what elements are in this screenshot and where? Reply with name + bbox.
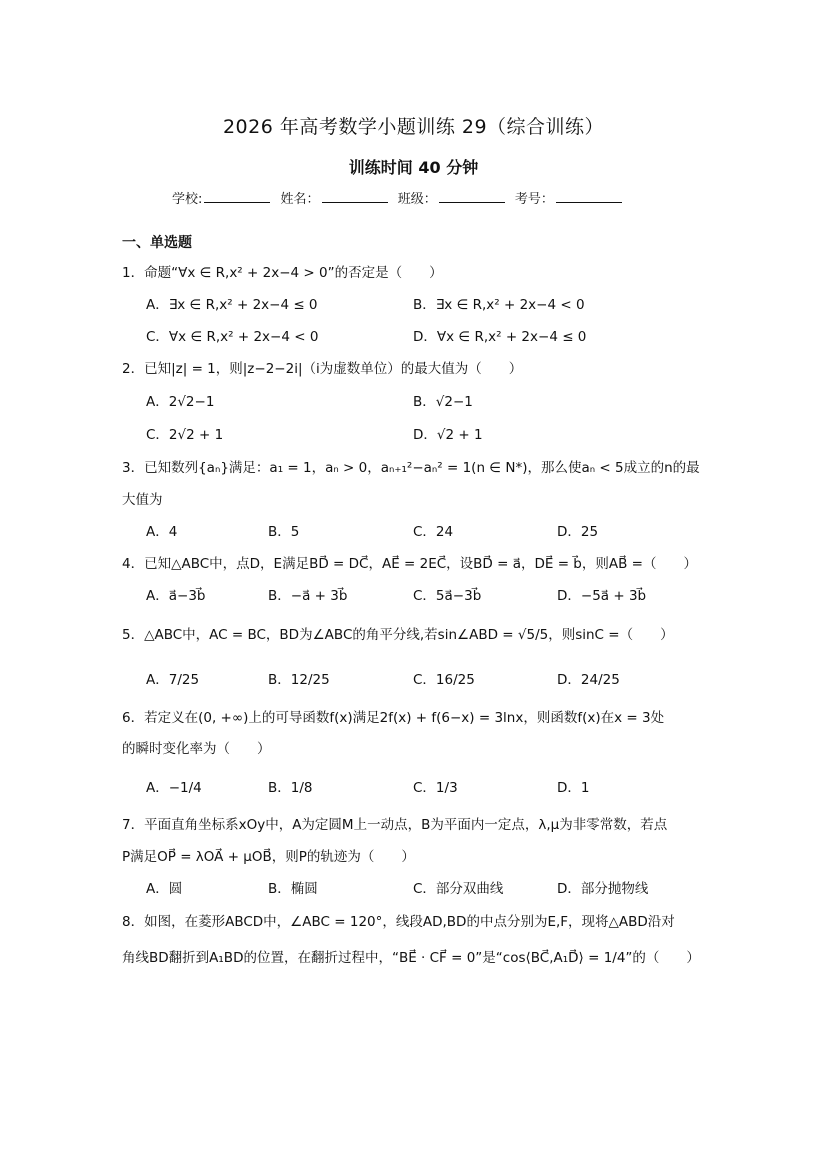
question-4-stem: 4．已知△ABC中，点D，E满足BD⃗ = DC⃗，AE⃗ = 2EC⃗，设BD⃗ = a⃗，DE⃗ = b⃗，则AB⃗ =（ ） (122, 556, 697, 572)
question-1-stem: 1．命题“∀x ∈ R,x² + 2x−4 > 0”的否定是（ ） (122, 265, 443, 281)
question-5-option-b: B．12/25 (268, 672, 330, 688)
question-6-option-d: D．1 (557, 780, 590, 796)
question-2-option-b: B．√2−1 (413, 394, 473, 410)
question-5-stem: 5．△ABC中，AC = BC，BD为∠ABC的角平分线,若sin∠ABD = √5/5，则sinC =（ ） (122, 627, 674, 643)
question-7-option-a: A．圆 (146, 881, 183, 897)
question-1-option-c: C．∀x ∈ R,x² + 2x−4 < 0 (146, 329, 319, 345)
question-3-stem: 3．已知数列{aₙ}满足：a₁ = 1，aₙ > 0，aₙ₊₁²−aₙ² = 1(n ∈ N*)，那么使aₙ < 5成立的n的最 (122, 460, 700, 476)
question-6-option-a: A．−1/4 (146, 780, 202, 796)
question-1-option-a: A．∃x ∈ R,x² + 2x−4 ≤ 0 (146, 297, 318, 313)
question-6-stem: 6．若定义在(0, +∞)上的可导函数f(x)满足2f(x) + f(6−x) = 3lnx，则函数f(x)在x = 3处 (122, 710, 665, 726)
question-5-option-d: D．24/25 (557, 672, 620, 688)
question-3-option-c: C．24 (413, 524, 454, 540)
school-field[interactable] (204, 190, 270, 203)
question-7-option-c: C．部分双曲线 (413, 881, 504, 897)
question-6-stem-continued: 的瞬时变化率为（ ） (122, 741, 271, 757)
school-label: 学校: (172, 192, 203, 207)
question-4-option-b: B．−a⃗ + 3b⃗ (268, 588, 348, 604)
class-field[interactable] (439, 190, 505, 203)
student-info-row (172, 188, 628, 207)
question-2-option-a: A．2√2−1 (146, 394, 215, 410)
question-3-option-a: A．4 (146, 524, 178, 540)
question-3-stem-continued: 大值为 (122, 492, 163, 508)
question-6-option-c: C．1/3 (413, 780, 458, 796)
document-title: 2026 年高考数学小题训练 29（综合训练） (222, 116, 605, 138)
question-7-stem-continued: P满足OP⃗ = λOA⃗ + μOB⃗，则P的轨迹为（ ） (122, 849, 415, 865)
question-6-option-b: B．1/8 (268, 780, 313, 796)
question-5-option-a: A．7/25 (146, 672, 200, 688)
question-7-option-b: B．椭圆 (268, 881, 318, 897)
question-2-option-d: D．√2 + 1 (413, 427, 483, 443)
class-label: 班级： (397, 192, 437, 207)
question-1-option-d: D．∀x ∈ R,x² + 2x−4 ≤ 0 (413, 329, 587, 345)
question-8-stem: 8．如图，在菱形ABCD中，∠ABC = 120°，线段AD,BD的中点分别为E,F，现将△ABD沿对 (122, 914, 675, 930)
exam-number-field[interactable] (556, 190, 622, 203)
name-label: 姓名： (280, 192, 320, 207)
question-2-option-c: C．2√2 + 1 (146, 427, 224, 443)
question-4-option-d: D．−5a⃗ + 3b⃗ (557, 588, 647, 604)
question-1-option-b: B．∃x ∈ R,x² + 2x−4 < 0 (413, 297, 585, 313)
question-4-option-a: A．a⃗−3b⃗ (146, 588, 206, 604)
question-4-option-c: C．5a⃗−3b⃗ (413, 588, 482, 604)
question-7-stem: 7．平面直角坐标系xOy中，A为定圆M上一动点，B为平面内一定点，λ,μ为非零常数，若点 (122, 817, 668, 833)
question-3-option-b: B．5 (268, 524, 300, 540)
question-8-stem-continued: 角线BD翻折到A₁BD的位置，在翻折过程中，“BE⃗ · CF⃗ = 0”是“cos⟨BC⃗,A₁D⃗⟩ = 1/4”的（ ） (122, 950, 700, 966)
question-7-option-d: D．部分抛物线 (557, 881, 649, 897)
question-3-option-d: D．25 (557, 524, 599, 540)
document-subtitle: 训练时间 40 分钟 (348, 158, 479, 177)
name-field[interactable] (322, 190, 388, 203)
question-2-stem: 2．已知|z| = 1，则|z−2−2i|（i为虚数单位）的最大值为（ ） (122, 361, 523, 377)
exam-number-label: 考号： (514, 192, 554, 207)
question-5-option-c: C．16/25 (413, 672, 475, 688)
section-heading: 一、单选题 (122, 235, 192, 251)
